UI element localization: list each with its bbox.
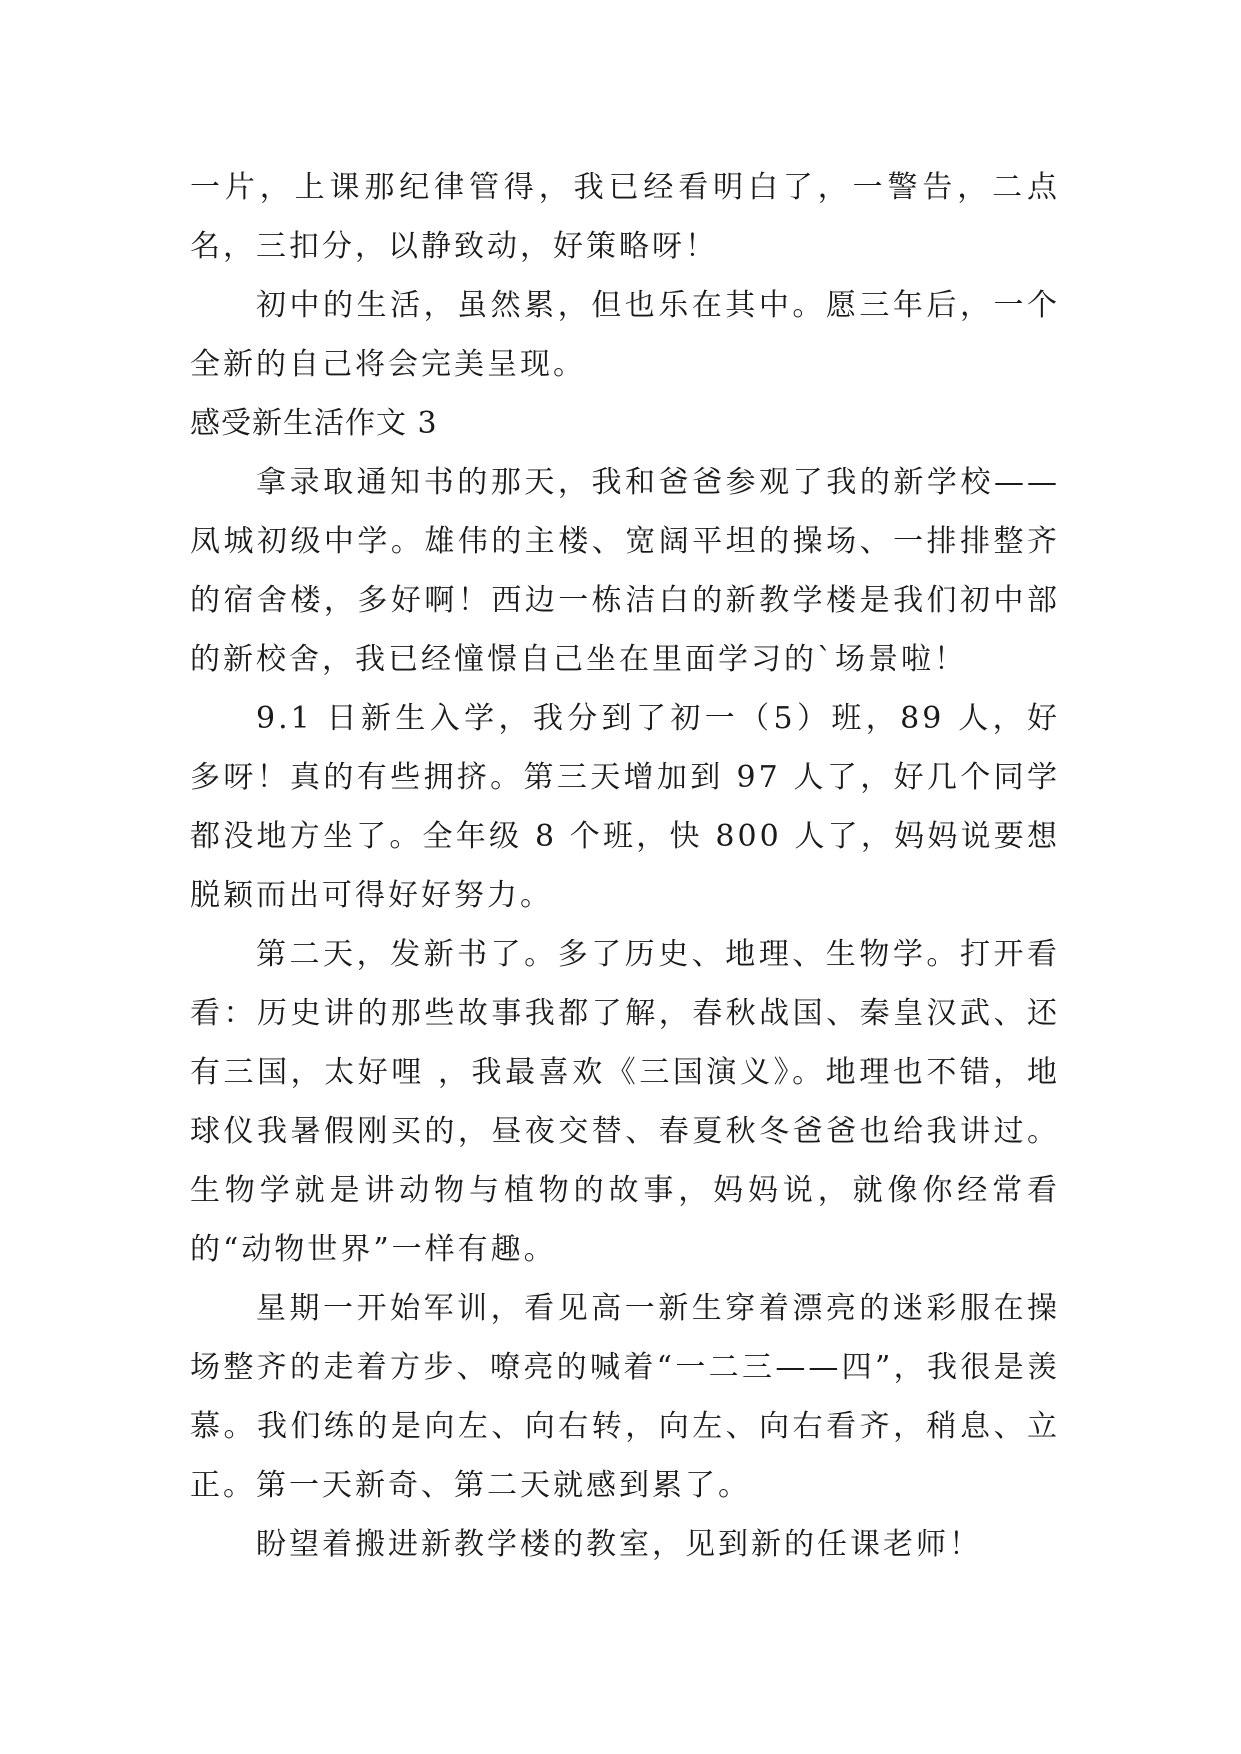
section-heading: 感受新生活作文 3	[190, 406, 438, 441]
paragraph: 初中的生活，虽然累，但也乐在其中。愿三年后，一个全新的自己将会完美呈现。	[190, 288, 1060, 382]
paragraph: 第二天，发新书了。多了历史、地理、生物学。打开看看：历史讲的那些故事我都了解，春秋战国、秦皇汉武、还有三国，太好哩 ，我最喜欢《三国演义》。地理也不错，地球仪我暑假刚买的，昼夜交替、春夏秋冬爸爸也给我讲过。生物学就是讲动物与植物的故事，妈妈说，就像你经常看的“动物世界”一样有趣。	[190, 937, 1060, 1267]
paragraph: 盼望着搬进新教学楼的教室，见到新的任课老师！	[256, 1527, 982, 1562]
paragraph: 拿录取通知书的那天，我和爸爸参观了我的新学校——凤城初级中学。雄伟的主楼、宽阔平坦的操场、一排排整齐的宿舍楼，多好啊！西边一栋洁白的新教学楼是我们初中部的新校舍，我已经憧憬自己坐在里面学习的`场景啦！	[190, 465, 1060, 677]
paragraph-continuation: 一片，上课那纪律管得，我已经看明白了，一警告，二点名，三扣分，以静致动，好策略呀！	[190, 170, 1060, 264]
document-body	[190, 158, 1060, 1574]
paragraph: 9.1 日新生入学，我分到了初一（5）班，89 人，好多呀！真的有些拥挤。第三天增加到 97 人了，好几个同学都没地方坐了。全年级 8 个班，快 800 人了，妈妈说要想脱颖而出可得好好努力。	[190, 701, 1060, 913]
paragraph: 星期一开始军训，看见高一新生穿着漂亮的迷彩服在操场整齐的走着方步、嘹亮的喊着“一二三——四”，我很是羡慕。我们练的是向左、向右转，向左、向右看齐，稍息、立正。第一天新奇、第二天就感到累了。	[190, 1291, 1060, 1503]
